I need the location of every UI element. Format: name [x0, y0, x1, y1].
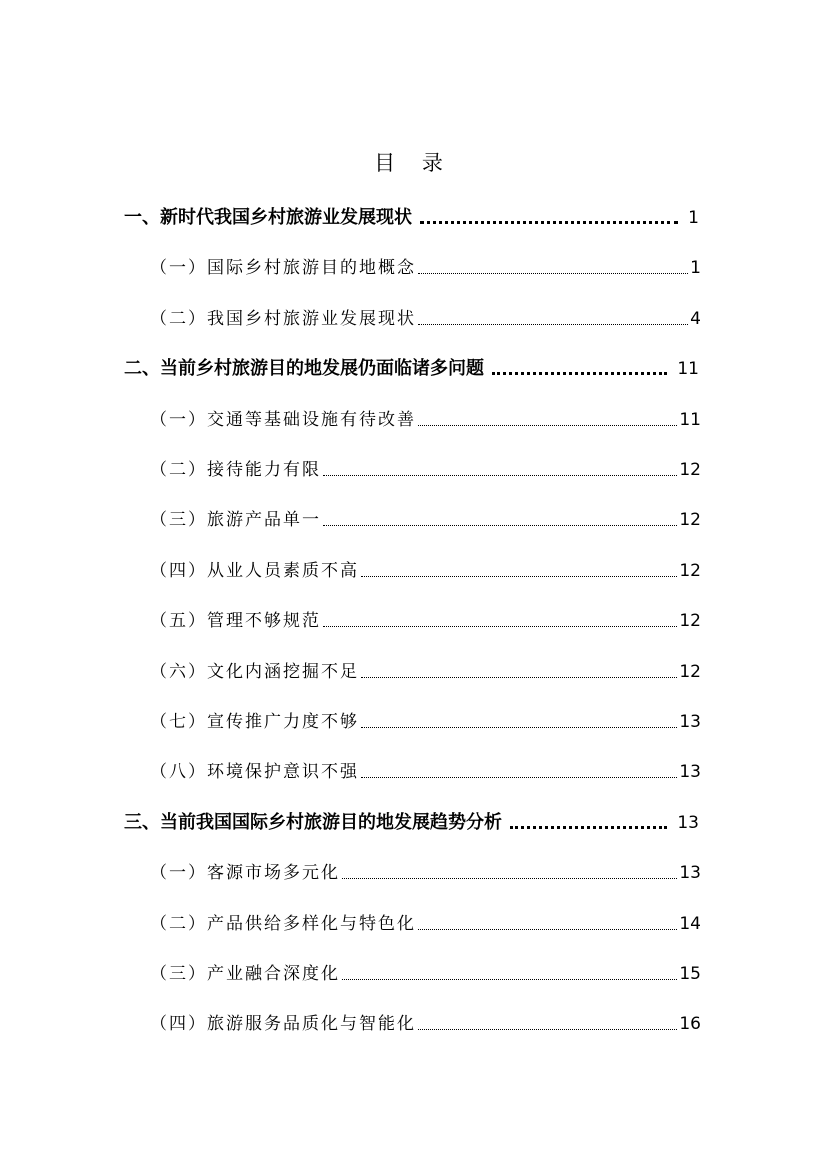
toc-subsection-entry[interactable]: [150, 857, 701, 885]
toc-subsection-entry[interactable]: [150, 404, 701, 432]
toc-leader-dots: [361, 576, 677, 577]
toc-entry-label: 二、当前乡村旅游目的地发展仍面临诸多问题: [124, 358, 484, 380]
toc-title: 目 录: [374, 151, 453, 175]
toc-section-entry[interactable]: [124, 202, 699, 230]
toc-entry-label: 一、新时代我国乡村旅游业发展现状: [124, 207, 412, 228]
toc-entry-label: （一）交通等基础设施有待改善: [150, 409, 416, 430]
toc-entry-label: （二）我国乡村旅游业发展现状: [150, 308, 416, 329]
toc-entry-label: （四）从业人员素质不高: [150, 560, 359, 581]
toc-page-number: 13: [679, 712, 701, 732]
toc-section-entry[interactable]: [124, 807, 699, 835]
toc-subsection-entry[interactable]: [150, 504, 701, 532]
toc-leader-dots: [510, 826, 667, 829]
toc-leader-dots: [420, 221, 678, 224]
toc-page-number: 1: [690, 258, 701, 279]
toc-subsection-entry[interactable]: [150, 1008, 701, 1036]
toc-leader-dots: [492, 372, 667, 375]
toc-entry-label: 三、当前我国国际乡村旅游目的地发展趋势分析: [124, 811, 502, 833]
toc-leader-dots: [418, 425, 677, 426]
toc-page-number: 15: [679, 964, 701, 984]
toc-leader-dots: [323, 626, 677, 627]
toc-entry-label: （三）旅游产品单一: [150, 510, 321, 531]
toc-page-number: 16: [679, 1014, 701, 1035]
toc-leader-dots: [361, 727, 677, 728]
toc-subsection-entry[interactable]: [150, 555, 701, 583]
toc-entry-label: （三）产业融合深度化: [150, 964, 340, 984]
toc-subsection-entry[interactable]: [150, 303, 701, 331]
toc-subsection-entry[interactable]: [150, 656, 701, 684]
toc-page-number: 11: [677, 359, 699, 380]
toc-page-number: 12: [679, 661, 701, 682]
toc-entry-label: （六）文化内涵挖掘不足: [150, 661, 359, 682]
toc-subsection-entry[interactable]: [150, 706, 701, 734]
toc-subsection-entry[interactable]: [150, 454, 701, 482]
toc-section-entry[interactable]: [124, 353, 699, 381]
toc-page-number: 14: [679, 913, 701, 934]
toc-leader-dots: [418, 273, 688, 274]
toc-subsection-entry[interactable]: [150, 756, 701, 784]
toc-page-number: 12: [679, 460, 701, 480]
toc-subsection-entry[interactable]: [150, 958, 701, 986]
toc-leader-dots: [323, 525, 677, 526]
toc-subsection-entry[interactable]: [150, 252, 701, 280]
toc-page-number: 13: [679, 863, 701, 884]
toc-subsection-entry[interactable]: [150, 605, 701, 633]
toc-page-number: 12: [679, 510, 701, 531]
toc-entry-label: （一）客源市场多元化: [150, 863, 340, 884]
toc-entry-label: （一）国际乡村旅游目的地概念: [150, 258, 416, 279]
toc-entry-label: （二）接待能力有限: [150, 460, 321, 480]
toc-page-number: 4: [690, 308, 701, 329]
toc-leader-dots: [418, 1029, 677, 1030]
toc-leader-dots: [323, 475, 677, 476]
toc-page-number: 13: [677, 812, 699, 833]
toc-page-number: 12: [679, 560, 701, 581]
toc-page-number: 12: [679, 611, 701, 632]
toc-leader-dots: [342, 979, 677, 980]
toc-leader-dots: [342, 878, 677, 879]
toc-leader-dots: [361, 777, 677, 778]
toc-subsection-entry[interactable]: [150, 908, 701, 936]
toc-page-number: 11: [679, 409, 701, 430]
toc-page-number: 13: [679, 762, 701, 783]
toc-entry-label: （七）宣传推广力度不够: [150, 712, 359, 732]
toc-leader-dots: [418, 324, 688, 325]
toc-leader-dots: [361, 677, 677, 678]
toc-entry-label: （八）环境保护意识不强: [150, 762, 359, 783]
toc-page-number: 1: [688, 208, 699, 228]
toc-entry-label: （二）产品供给多样化与特色化: [150, 913, 416, 934]
toc-leader-dots: [418, 929, 677, 930]
toc-entry-label: （四）旅游服务品质化与智能化: [150, 1014, 416, 1035]
toc-entry-label: （五）管理不够规范: [150, 611, 321, 632]
